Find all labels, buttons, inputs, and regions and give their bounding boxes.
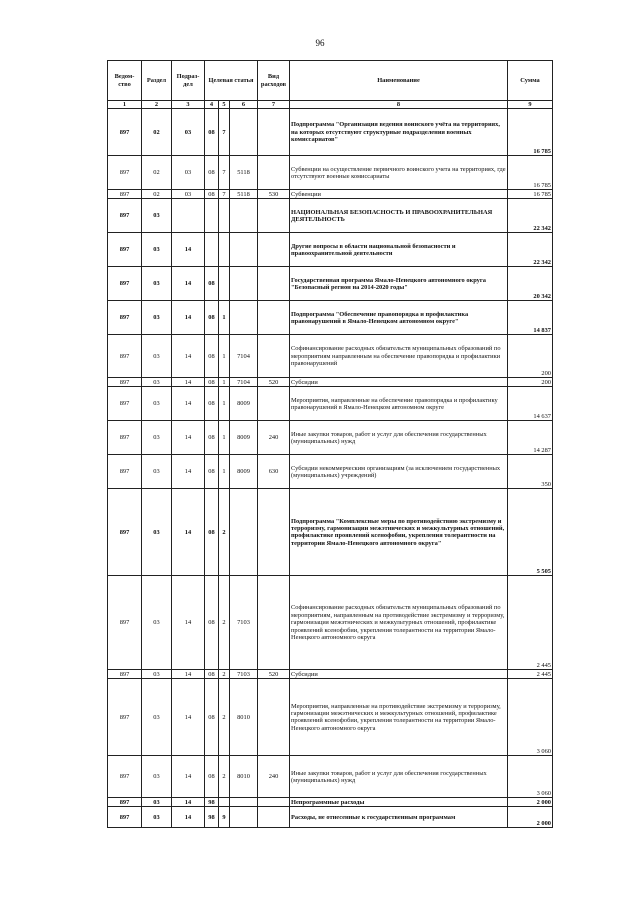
section-cell: 03 <box>142 233 172 267</box>
expense-type-cell: 520 <box>258 378 290 387</box>
target-code-cell <box>230 109 258 156</box>
target-program-cell: 08 <box>205 190 219 199</box>
dept-cell: 897 <box>108 156 142 190</box>
page-number: 96 <box>315 38 325 48</box>
item-name-cell: Субсидии некоммерческим организациям (за исключением государственных (муниципальных) учреждений) <box>290 455 508 489</box>
table-row <box>108 670 553 679</box>
target-code-cell <box>230 807 258 828</box>
item-name-cell: Иные закупки товаров, работ и услуг для обеспечения государственных (муниципальных) нужд <box>290 756 508 798</box>
col-number: 8 <box>290 101 508 109</box>
expense-type-cell <box>258 387 290 421</box>
dept-cell: 897 <box>108 109 142 156</box>
expense-type-cell: 530 <box>258 190 290 199</box>
target-program-cell: 08 <box>205 670 219 679</box>
header-expense-type: Вид расходов <box>258 61 290 101</box>
sum-cell: 200 <box>508 335 553 378</box>
header-sum: Сумма <box>508 61 553 101</box>
item-name-cell: Субсидии <box>290 378 508 387</box>
table-row <box>108 679 553 756</box>
target-code-cell: 8009 <box>230 421 258 455</box>
expense-type-cell: 630 <box>258 455 290 489</box>
subsection-cell: 14 <box>172 233 205 267</box>
target-subprogram-cell: 1 <box>219 378 230 387</box>
subsection-cell: 14 <box>172 807 205 828</box>
header-name: Наименование <box>290 61 508 101</box>
dept-cell: 897 <box>108 378 142 387</box>
target-program-cell: 08 <box>205 576 219 670</box>
target-subprogram-cell: 2 <box>219 679 230 756</box>
subsection-cell: 14 <box>172 798 205 807</box>
target-program-cell: 08 <box>205 109 219 156</box>
section-cell: 03 <box>142 301 172 335</box>
budget-table <box>107 60 553 828</box>
target-program-cell: 98 <box>205 798 219 807</box>
target-subprogram-cell: 1 <box>219 421 230 455</box>
expense-type-cell <box>258 233 290 267</box>
col-number: 5 <box>219 101 230 109</box>
dept-cell: 897 <box>108 798 142 807</box>
item-name-cell: Государственная программа Ямало-Ненецкого автономного округа "Безопасный регион на 2014-2020 годы" <box>290 267 508 301</box>
table-row <box>108 807 553 828</box>
subsection-cell: 14 <box>172 670 205 679</box>
col-number: 2 <box>142 101 172 109</box>
target-program-cell <box>205 233 219 267</box>
section-cell: 03 <box>142 455 172 489</box>
dept-cell: 897 <box>108 421 142 455</box>
target-subprogram-cell: 2 <box>219 670 230 679</box>
section-cell: 03 <box>142 807 172 828</box>
section-cell: 03 <box>142 335 172 378</box>
column-number-row <box>108 101 553 109</box>
subsection-cell: 14 <box>172 489 205 576</box>
header-subsection: Подраз-дел <box>172 61 205 101</box>
sum-cell: 22 342 <box>508 233 553 267</box>
table-row <box>108 109 553 156</box>
expense-type-cell: 240 <box>258 421 290 455</box>
subsection-cell: 14 <box>172 267 205 301</box>
dept-cell: 897 <box>108 489 142 576</box>
subsection-cell <box>172 199 205 233</box>
target-code-cell: 5118 <box>230 190 258 199</box>
target-code-cell <box>230 798 258 807</box>
header-dept: Ведом-ство <box>108 61 142 101</box>
expense-type-cell <box>258 156 290 190</box>
item-name-cell: Мероприятия, направленные на обеспечение правопорядка и профилактику правонарушений в Ямало-Ненецком автономном округе <box>290 387 508 421</box>
sum-cell: 20 342 <box>508 267 553 301</box>
target-program-cell <box>205 199 219 233</box>
col-number: 4 <box>205 101 219 109</box>
target-code-cell: 5118 <box>230 156 258 190</box>
section-cell: 03 <box>142 421 172 455</box>
dept-cell: 897 <box>108 756 142 798</box>
table-row <box>108 489 553 576</box>
item-name-cell: Расходы, не отнесенные к государственным программам <box>290 807 508 828</box>
dept-cell: 897 <box>108 679 142 756</box>
target-program-cell: 08 <box>205 267 219 301</box>
item-name-cell: Субвенции <box>290 190 508 199</box>
sum-cell: 200 <box>508 378 553 387</box>
dept-cell: 897 <box>108 670 142 679</box>
sum-cell: 14 837 <box>508 301 553 335</box>
dept-cell: 897 <box>108 387 142 421</box>
dept-cell: 897 <box>108 576 142 670</box>
target-subprogram-cell: 2 <box>219 489 230 576</box>
item-name-cell: Подпрограмма "Обеспечение правопорядка и профилактика правонарушений в Ямало-Ненецком автономном округе" <box>290 301 508 335</box>
target-subprogram-cell: 7 <box>219 109 230 156</box>
table-row <box>108 199 553 233</box>
col-number: 1 <box>108 101 142 109</box>
target-program-cell: 08 <box>205 387 219 421</box>
sum-cell: 350 <box>508 455 553 489</box>
item-name-cell: Другие вопросы в области национальной безопасности и правоохранительной деятельности <box>290 233 508 267</box>
sum-cell: 16 785 <box>508 109 553 156</box>
target-code-cell <box>230 301 258 335</box>
target-code-cell: 8010 <box>230 679 258 756</box>
target-subprogram-cell: 1 <box>219 335 230 378</box>
table-row <box>108 233 553 267</box>
target-subprogram-cell <box>219 267 230 301</box>
item-name-cell: Софинансирование расходных обязательств муниципальных образований по мероприятиям направленным на обеспечение правопорядка и профилактики правонарушений <box>290 335 508 378</box>
item-name-cell: Подпрограмма "Организация ведения воинского учёта на территориях, на которых отсутствуют структурные подразделения военных комиссариатов" <box>290 109 508 156</box>
target-code-cell: 7103 <box>230 576 258 670</box>
subsection-cell: 14 <box>172 455 205 489</box>
subsection-cell: 14 <box>172 576 205 670</box>
expense-type-cell <box>258 679 290 756</box>
item-name-cell: Подпрограмма "Комплексные меры по противодействию экстремизму и терроризму, гармонизации межэтнических и межкультурных отношений, профилактике проявлений ксенофобии, укрепления толерантности на территории Ямало-Ненецкого автономного округа" <box>290 489 508 576</box>
dept-cell: 897 <box>108 301 142 335</box>
subsection-cell: 14 <box>172 421 205 455</box>
target-program-cell: 08 <box>205 335 219 378</box>
subsection-cell: 14 <box>172 335 205 378</box>
target-program-cell: 08 <box>205 301 219 335</box>
subsection-cell: 03 <box>172 156 205 190</box>
item-name-cell: Субсидии <box>290 670 508 679</box>
header-target: Целевая статья <box>205 61 258 101</box>
section-cell: 03 <box>142 679 172 756</box>
header-row <box>108 61 553 101</box>
section-cell: 03 <box>142 489 172 576</box>
target-code-cell: 8009 <box>230 387 258 421</box>
expense-type-cell: 240 <box>258 756 290 798</box>
table-row <box>108 798 553 807</box>
sum-cell: 5 505 <box>508 489 553 576</box>
expense-type-cell <box>258 576 290 670</box>
target-subprogram-cell <box>219 798 230 807</box>
col-number: 6 <box>230 101 258 109</box>
sum-cell: 2 445 <box>508 670 553 679</box>
target-subprogram-cell: 9 <box>219 807 230 828</box>
expense-type-cell: 520 <box>258 670 290 679</box>
table-row <box>108 267 553 301</box>
item-name-cell: НАЦИОНАЛЬНАЯ БЕЗОПАСНОСТЬ И ПРАВООХРАНИТЕЛЬНАЯ ДЕЯТЕЛЬНОСТЬ <box>290 199 508 233</box>
expense-type-cell <box>258 489 290 576</box>
section-cell: 03 <box>142 576 172 670</box>
section-cell: 02 <box>142 156 172 190</box>
col-number: 7 <box>258 101 290 109</box>
sum-cell: 2 000 <box>508 807 553 828</box>
expense-type-cell <box>258 199 290 233</box>
subsection-cell: 14 <box>172 387 205 421</box>
target-subprogram-cell <box>219 199 230 233</box>
target-subprogram-cell: 2 <box>219 576 230 670</box>
target-code-cell <box>230 489 258 576</box>
target-subprogram-cell: 1 <box>219 301 230 335</box>
expense-type-cell <box>258 798 290 807</box>
section-cell: 03 <box>142 378 172 387</box>
target-program-cell: 08 <box>205 378 219 387</box>
subsection-cell: 03 <box>172 109 205 156</box>
dept-cell: 897 <box>108 190 142 199</box>
target-program-cell: 08 <box>205 679 219 756</box>
sum-cell: 14 287 <box>508 421 553 455</box>
expense-type-cell <box>258 301 290 335</box>
section-cell: 03 <box>142 670 172 679</box>
target-code-cell <box>230 199 258 233</box>
target-program-cell: 08 <box>205 455 219 489</box>
target-program-cell: 08 <box>205 489 219 576</box>
target-code-cell <box>230 233 258 267</box>
expense-type-cell <box>258 807 290 828</box>
table-row <box>108 335 553 378</box>
target-subprogram-cell: 2 <box>219 756 230 798</box>
sum-cell: 14 637 <box>508 387 553 421</box>
dept-cell: 897 <box>108 335 142 378</box>
subsection-cell: 14 <box>172 679 205 756</box>
target-program-cell: 98 <box>205 807 219 828</box>
sum-cell: 16 785 <box>508 190 553 199</box>
target-program-cell: 08 <box>205 756 219 798</box>
item-name-cell: Софинансирование расходных обязательств муниципальных образований по мероприятиям, направленным на противодействие экстремизму и терроризму, гармонизация межэтнических и межкультурных отношений, профилактике проявлений ксенофобии, укрепления толерантности на территории Ямало-Ненецкого автономного округа <box>290 576 508 670</box>
dept-cell: 897 <box>108 807 142 828</box>
table-row <box>108 378 553 387</box>
expense-type-cell <box>258 335 290 378</box>
dept-cell: 897 <box>108 233 142 267</box>
expense-type-cell <box>258 267 290 301</box>
item-name-cell: Иные закупки товаров, работ и услуг для обеспечения государственных (муниципальных) нужд <box>290 421 508 455</box>
subsection-cell: 14 <box>172 301 205 335</box>
table-row <box>108 156 553 190</box>
sum-cell: 22 342 <box>508 199 553 233</box>
sum-cell: 3 060 <box>508 756 553 798</box>
target-subprogram-cell: 7 <box>219 156 230 190</box>
table-row <box>108 455 553 489</box>
col-number: 9 <box>508 101 553 109</box>
expense-type-cell <box>258 109 290 156</box>
section-cell: 03 <box>142 199 172 233</box>
dept-cell: 897 <box>108 267 142 301</box>
target-subprogram-cell: 1 <box>219 387 230 421</box>
target-code-cell: 8010 <box>230 756 258 798</box>
section-cell: 03 <box>142 798 172 807</box>
sum-cell: 16 785 <box>508 156 553 190</box>
header-section: Раздел <box>142 61 172 101</box>
table-row <box>108 387 553 421</box>
table-row <box>108 421 553 455</box>
target-program-cell: 08 <box>205 156 219 190</box>
target-subprogram-cell: 7 <box>219 190 230 199</box>
table-row <box>108 301 553 335</box>
section-cell: 03 <box>142 756 172 798</box>
target-code-cell: 7104 <box>230 335 258 378</box>
item-name-cell: Непрограммные расходы <box>290 798 508 807</box>
target-code-cell: 7104 <box>230 378 258 387</box>
target-program-cell: 08 <box>205 421 219 455</box>
subsection-cell: 14 <box>172 756 205 798</box>
dept-cell: 897 <box>108 455 142 489</box>
item-name-cell: Мероприятия, направленные на противодействие экстремизму и терроризму, гармонизации межэтнических и межкультурных отношений, профилактике проявлений ксенофобии, укрепления толерантности на территории Ямало-Ненецкого автономного округа <box>290 679 508 756</box>
target-subprogram-cell <box>219 233 230 267</box>
subsection-cell: 03 <box>172 190 205 199</box>
sum-cell: 2 000 <box>508 798 553 807</box>
table-row <box>108 576 553 670</box>
item-name-cell: Субвенции на осуществление первичного воинского учета на территориях, где отсутствуют военные комиссариаты <box>290 156 508 190</box>
target-code-cell <box>230 267 258 301</box>
sum-cell: 3 060 <box>508 679 553 756</box>
section-cell: 03 <box>142 387 172 421</box>
table-row <box>108 756 553 798</box>
target-subprogram-cell: 1 <box>219 455 230 489</box>
target-code-cell: 8009 <box>230 455 258 489</box>
section-cell: 02 <box>142 109 172 156</box>
col-number: 3 <box>172 101 205 109</box>
table-row <box>108 190 553 199</box>
subsection-cell: 14 <box>172 378 205 387</box>
target-code-cell: 7103 <box>230 670 258 679</box>
section-cell: 03 <box>142 267 172 301</box>
dept-cell: 897 <box>108 199 142 233</box>
sum-cell: 2 445 <box>508 576 553 670</box>
section-cell: 02 <box>142 190 172 199</box>
